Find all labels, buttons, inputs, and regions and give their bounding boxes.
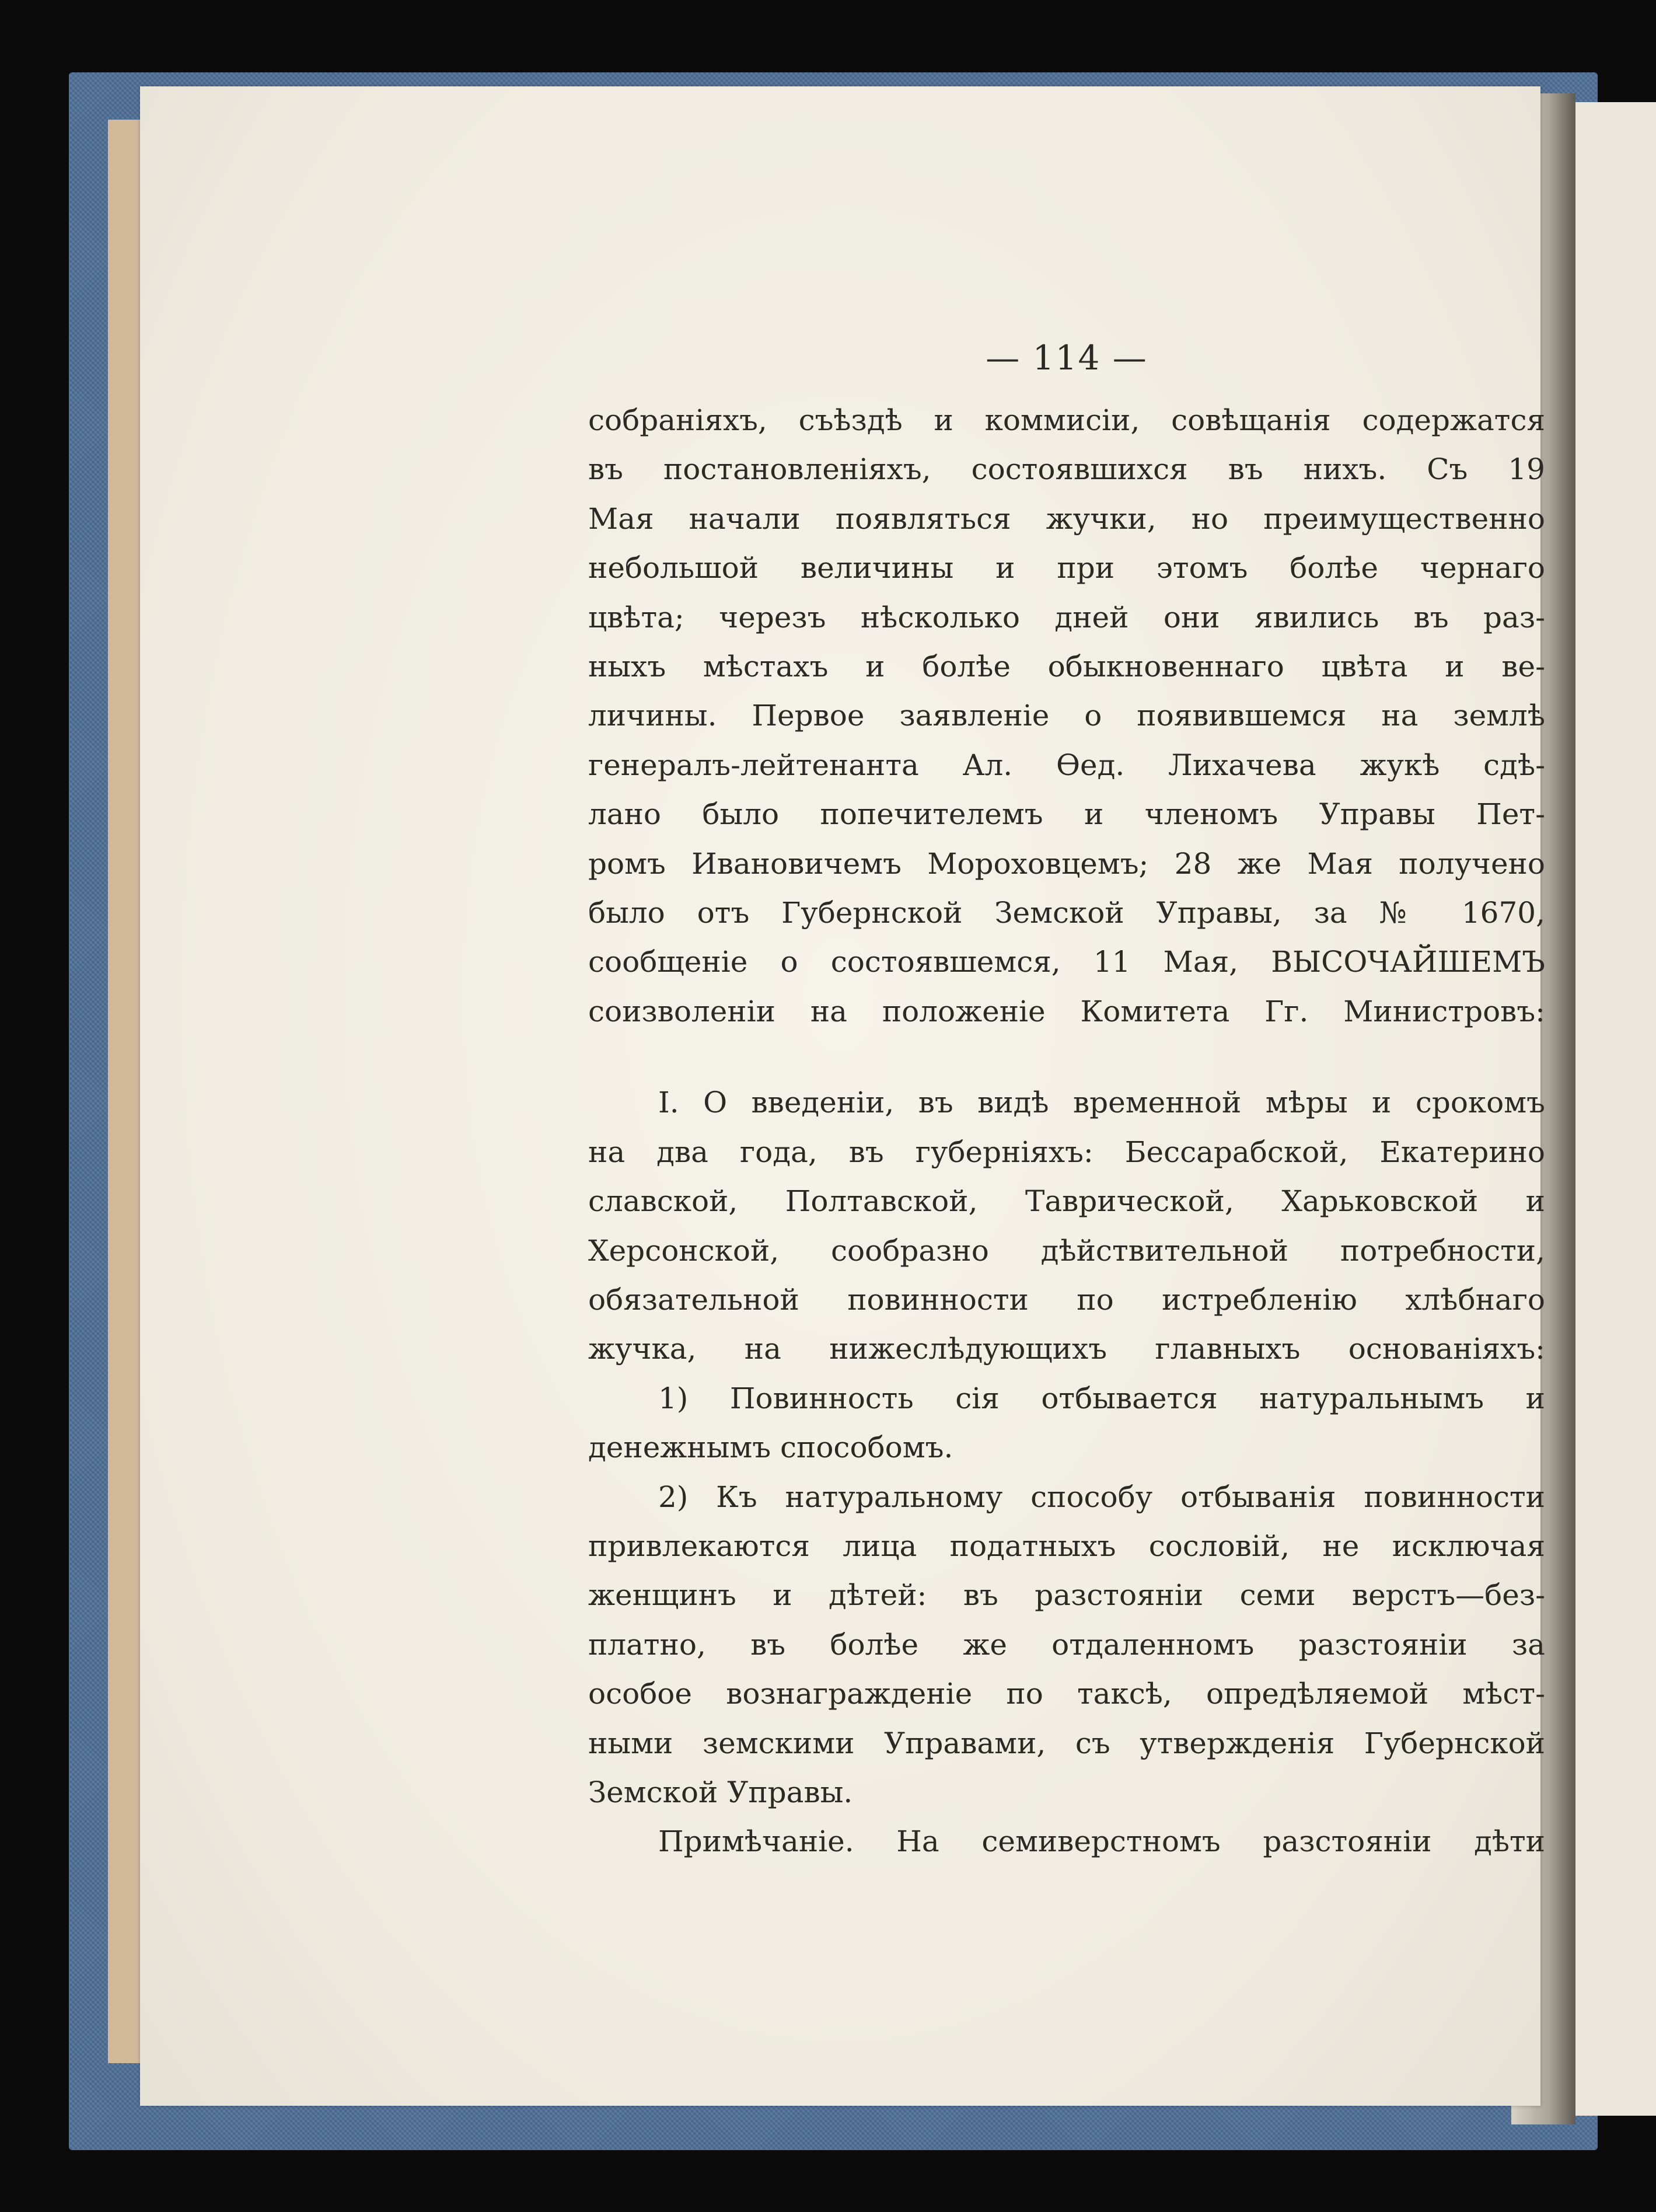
text-line: 1) Повинность сія отбывается натуральнымъ и — [658, 1381, 1545, 1415]
text-line: цвѣта; черезъ нѣсколько дней они явились въ раз- — [588, 600, 1545, 634]
page-text-block — [588, 337, 1545, 1866]
text-line: въ постановленіяхъ, состоявшихся въ нихъ. Съ 19 — [588, 452, 1545, 487]
text-line: денежнымъ способомъ. — [588, 1431, 953, 1465]
text-line: соизволеніи на положеніе Комитета Гг. Министровъ: — [588, 994, 1545, 1028]
text-line: на два года, въ губерніяхъ: Бессарабской, Екатерино — [588, 1135, 1545, 1169]
text-line: ромъ Ивановичемъ Мороховцемъ; 28 же Мая получено — [588, 846, 1545, 881]
text-line: 2) Къ натуральному способу отбыванія повинности — [658, 1480, 1545, 1514]
paragraph-1 — [588, 396, 1545, 1036]
paragraph-2 — [588, 1078, 1545, 1373]
paragraph-4 — [588, 1473, 1545, 1817]
text-line: женщинъ и дѣтей: въ разстояніи семи верстъ—без- — [588, 1578, 1545, 1613]
paragraph-3 — [588, 1374, 1545, 1473]
text-line: личины. Первое заявленіе о появившемся на землѣ — [588, 699, 1545, 733]
text-line: небольшой величины и при этомъ болѣе чернаго — [588, 551, 1545, 585]
text-line: генералъ-лейтенанта Ал. Ѳед. Лихачева жукѣ сдѣ- — [588, 748, 1545, 782]
text-line: особое вознагражденіе по таксѣ, опредѣляемой мѣст- — [588, 1677, 1545, 1711]
text-line: обязательной повинности по истребленію хлѣбнаго — [588, 1282, 1545, 1317]
section-gap — [588, 1036, 1545, 1078]
text-line: Мая начали появляться жучки, но преимущественно — [588, 501, 1545, 536]
text-line: Земской Управы. — [588, 1775, 853, 1809]
text-line: привлекаются лица податныхъ сословій, не исключая — [588, 1529, 1545, 1563]
text-line: было отъ Губернской Земской Управы, за № 1670, — [588, 896, 1545, 930]
book-page — [140, 86, 1545, 2106]
text-line: лано было попечителемъ и членомъ Управы Пет- — [588, 797, 1545, 832]
page-number: — 114 — — [986, 338, 1148, 378]
paragraph-5 — [588, 1817, 1545, 1866]
text-line: Примѣчаніе. На семиверстномъ разстояніи дѣти — [658, 1824, 1545, 1859]
text-line: I. О введеніи, въ видѣ временной мѣры и срокомъ — [658, 1086, 1545, 1120]
text-line: платно, въ болѣе же отдаленномъ разстояніи за — [588, 1627, 1545, 1662]
text-line: Херсонской, сообразно дѣйствительной потребности, — [588, 1233, 1545, 1268]
text-line: славской, Полтавской, Таврической, Харьковской и — [588, 1184, 1545, 1219]
text-line: собраніяхъ, съѣздѣ и коммисіи, совѣщанія содержатся — [588, 403, 1545, 437]
text-line: жучка, на нижеслѣдующихъ главныхъ основаніяхъ: — [588, 1332, 1545, 1366]
text-line: сообщеніе о состоявшемся, 11 Мая, ВЫСОЧАЙШЕМЪ — [588, 945, 1545, 979]
text-line: ныхъ мѣстахъ и болѣе обыкновеннаго цвѣта и ве- — [588, 650, 1545, 684]
text-line: ными земскими Управами, съ утвержденія Губернской — [588, 1726, 1545, 1760]
next-page-edge — [1570, 102, 1656, 2116]
